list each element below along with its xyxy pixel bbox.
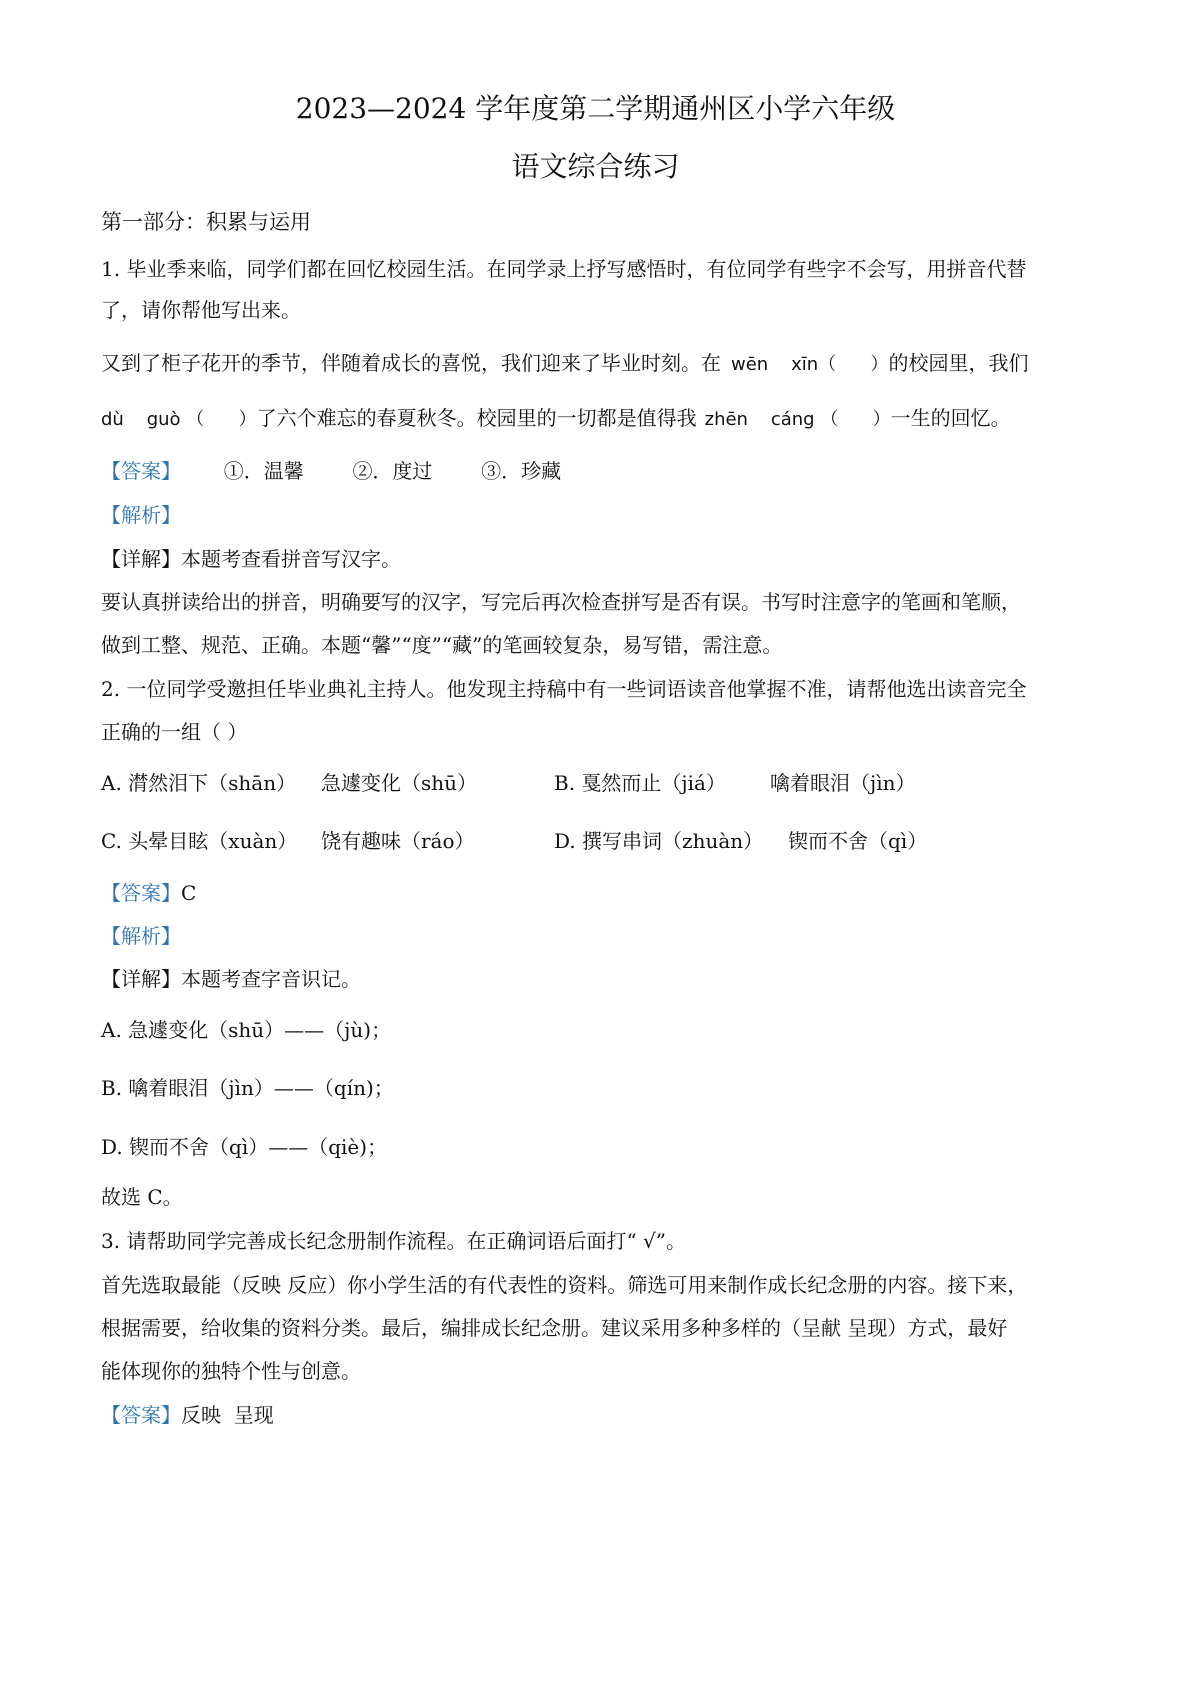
q2-option-c2: 饶有趣味（ráo） xyxy=(321,829,475,853)
q1-answer-3: ③．珍藏 xyxy=(481,459,562,483)
analysis-tag: 【解析】 xyxy=(101,503,181,527)
q1-passage-b: 的校园里，我们 xyxy=(888,351,1029,375)
q1-passage-c: 了六个难忘的春夏秋冬。校园里的一切都是值得我 xyxy=(256,406,697,430)
q1-answer-row xyxy=(101,458,561,484)
q2-detail-row xyxy=(101,966,361,992)
q1-passage-line1 xyxy=(101,350,1028,378)
q1-answer-2: ②．度过 xyxy=(352,459,433,483)
pinyin-zhencang-blank: zhēn cáng （ ） xyxy=(704,409,891,430)
q1-passage-a: 又到了柜子花开的季节，伴随着成长的喜悦，我们迎来了毕业时刻。在 xyxy=(101,351,721,375)
detail-tag: 【详解】 xyxy=(101,547,181,571)
analysis-tag: 【解析】 xyxy=(101,924,181,948)
q3-answer-row xyxy=(101,1402,274,1428)
q1-passage-d: 一生的回忆。 xyxy=(890,406,1011,430)
q1-passage-line2 xyxy=(101,405,1011,433)
q2-option-a1: A. 潸然泪下（shān） xyxy=(101,771,297,795)
q1-text-line2: 了，请你帮他写出来。 xyxy=(101,298,301,322)
pinyin-duguo-blank: dù guò （ ） xyxy=(101,409,257,430)
doc-title-line2: 语文综合练习 xyxy=(511,150,680,183)
answer-tag: 【答案】 xyxy=(101,1403,181,1427)
q2-option-d1: D. 撰写串词（zhuàn） xyxy=(554,829,764,853)
q2-fix-a: A. 急遽变化（shū）——（jù)； xyxy=(101,1018,392,1042)
q2-conclusion: 故选 C。 xyxy=(101,1185,183,1209)
q3-para-line1: 首先选取最能（反映 反应）你小学生活的有代表性的资料。筛选可用来制作成长纪念册的内容。接下来， xyxy=(101,1273,1028,1297)
q2-option-c1: C. 头晕目眩（xuàn） xyxy=(101,829,298,853)
q3-answer: 反映 呈现 xyxy=(181,1403,274,1427)
q2-text-line2: 正确的一组（ ） xyxy=(101,720,248,744)
q3-para-line3: 能体现你的独特个性与创意。 xyxy=(101,1359,361,1383)
q1-detail-row xyxy=(101,546,401,572)
detail-tag: 【详解】 xyxy=(101,967,181,991)
q1-text-line1: 1. 毕业季来临，同学们都在回忆校园生活。在同学录上抒写感悟时，有位同学有些字不会写，用拼音代替 xyxy=(101,257,1027,281)
q3-text: 3. 请帮助同学完善成长纪念册制作流程。在正确词语后面打“ √”。 xyxy=(101,1229,686,1253)
pinyin-wenxin-blank: wēn xīn（ ） xyxy=(731,354,889,375)
answer-tag: 【答案】 xyxy=(101,881,181,905)
q2-option-d2: 锲而不舍（qì） xyxy=(788,829,928,853)
q2-option-b2: 噙着眼泪（jìn） xyxy=(770,771,916,795)
section-heading: 第一部分：积累与运用 xyxy=(101,210,311,234)
q2-fix-b: B. 噙着眼泪（jìn）——（qín)； xyxy=(101,1076,394,1100)
q2-answer-row xyxy=(101,880,196,906)
answer-tag: 【答案】 xyxy=(101,459,181,483)
q3-para-line2: 根据需要，给收集的资料分类。最后，编排成长纪念册。建议采用多种多样的（呈献 呈现）方式，最好 xyxy=(101,1316,1008,1340)
q1-explain-line1: 要认真拼读给出的拼音，明确要写的汉字，写完后再次检查拼写是否有误。书写时注意字的笔画和笔顺， xyxy=(101,590,1021,614)
q2-option-b1: B. 戛然而止（jiá） xyxy=(554,771,726,795)
q1-explain-line2: 做到工整、规范、正确。本题“馨”“度”“藏”的笔画较复杂，易写错，需注意。 xyxy=(101,633,783,657)
q2-option-a2: 急遽变化（shū） xyxy=(321,771,478,795)
q1-detail: 本题考查看拼音写汉字。 xyxy=(181,547,401,571)
doc-title-line1: 2023—2024 学年度第二学期通州区小学六年级 xyxy=(295,92,896,125)
q2-fix-d: D. 锲而不舍（qì）——（qiè)； xyxy=(101,1135,388,1159)
q2-answer: C xyxy=(181,881,197,905)
q2-detail: 本题考查字音识记。 xyxy=(181,967,361,991)
q2-text-line1: 2. 一位同学受邀担任毕业典礼主持人。他发现主持稿中有一些词语读音他掌握不准，请帮他选出读音完全 xyxy=(101,677,1027,701)
q1-answer-1: ①．温馨 xyxy=(223,459,304,483)
